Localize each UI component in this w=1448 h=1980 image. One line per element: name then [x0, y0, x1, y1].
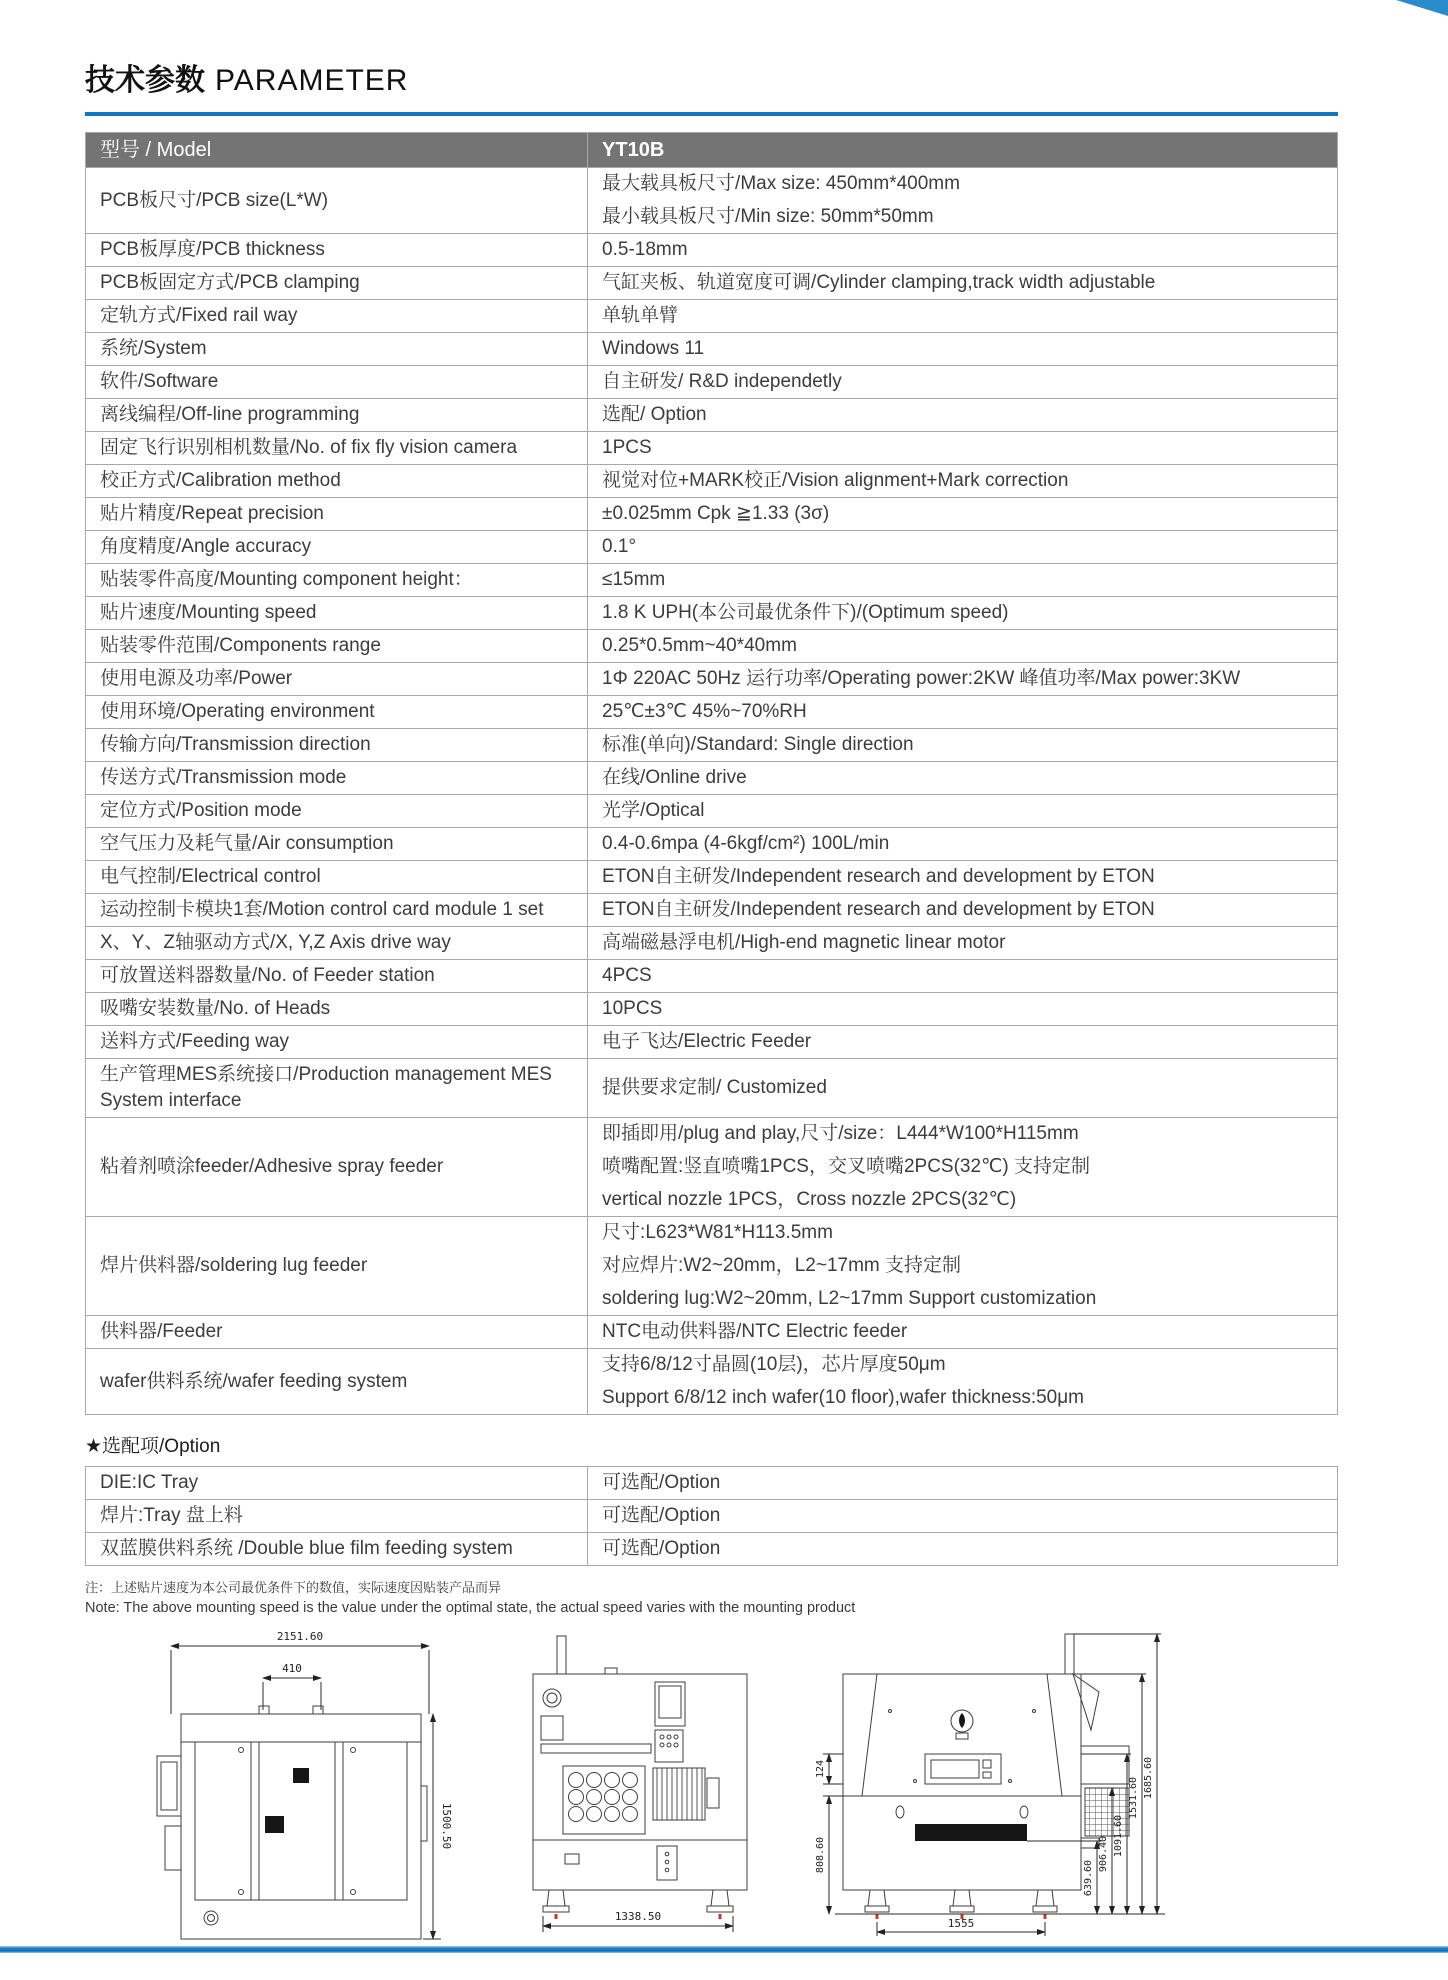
spec-row-value-line: 最小载具板尺寸/Min size: 50mm*50mm [602, 206, 934, 227]
spec-row [86, 993, 1338, 1026]
back-view-drawing [765, 1626, 1185, 1956]
spec-row-value [588, 1059, 1338, 1118]
option-row-value [588, 1467, 1338, 1500]
spec-row-label: 供料器/Feeder [86, 1316, 588, 1349]
top-view-drawing [155, 1626, 455, 1971]
option-row-label: 双蓝膜供料系统 /Double blue film feeding system [86, 1533, 588, 1566]
spec-row-value-line: vertical nozzle 1PCS，Cross nozzle 2PCS(32℃) [602, 1189, 1017, 1210]
spec-row-label: 可放置送料器数量/No. of Feeder station [86, 960, 588, 993]
spec-row-value-line: 高端磁悬浮电机/High-end magnetic linear motor [602, 932, 1006, 953]
spec-row [86, 729, 1338, 762]
spec-row [86, 630, 1338, 663]
spec-row-value [588, 729, 1338, 762]
spec-row-label: 运动控制卡模块1套/Motion control card module 1 set [86, 894, 588, 927]
spec-row [86, 861, 1338, 894]
spec-row-value-line: 自主研发/ R&D independetly [602, 371, 842, 392]
spec-row-value [588, 1026, 1338, 1059]
spec-row-value-line: 1Φ 220AC 50Hz 运行功率/Operating power:2KW 峰值功率/Max power:3KW [602, 668, 1241, 689]
spec-row-value-line: ≤15mm [602, 569, 666, 590]
spec-row-value-line: 25℃±3℃ 45%~70%RH [602, 701, 807, 722]
spec-row-label: 贴装零件高度/Mounting component height： [86, 564, 588, 597]
spec-row [86, 663, 1338, 696]
spec-row-value [588, 894, 1338, 927]
spec-row-label: 吸嘴安装数量/No. of Heads [86, 993, 588, 1026]
spec-row-value-line: 喷嘴配置:竖直喷嘴1PCS，交叉喷嘴2PCS(32℃) 支持定制 [602, 1156, 1090, 1177]
spec-row-label: PCB板尺寸/PCB size(L*W) [86, 168, 588, 234]
spec-row-label: 固定飞行识别相机数量/No. of fix fly vision camera [86, 432, 588, 465]
spec-row-value-line: 1.8 K UPH(本公司最优条件下)/(Optimum speed) [602, 602, 1009, 623]
spec-row [86, 168, 1338, 234]
option-row [86, 1533, 1338, 1566]
spec-row [86, 300, 1338, 333]
spec-row-label: 贴片精度/Repeat precision [86, 498, 588, 531]
back-view-window-dim: 124 [815, 1759, 826, 1779]
spec-row-label: 软件/Software [86, 366, 588, 399]
spec-row-label: 生产管理MES系统接口/Production management MES System interface [86, 1059, 588, 1118]
back-view-lower-dim: 808.60 [815, 1836, 826, 1874]
back-view-dim-d: 1531.60 [1128, 1776, 1139, 1820]
spec-row-value-line: 单轨单臂 [602, 305, 679, 326]
spec-row-value [588, 465, 1338, 498]
spec-row-label: wafer供料系统/wafer feeding system [86, 1349, 588, 1415]
page-title-en: PARAMETER [215, 64, 409, 97]
parameter-table [85, 132, 1338, 1415]
spec-row-value [588, 366, 1338, 399]
spec-row-value [588, 597, 1338, 630]
spec-row-value [588, 498, 1338, 531]
spec-row [86, 762, 1338, 795]
page-title-zh: 技术参数 [85, 64, 205, 97]
spec-row-value [588, 960, 1338, 993]
page-title [85, 62, 1338, 100]
spec-row-value-line: 选配/ Option [602, 404, 707, 425]
spec-row-value-line: 1PCS [602, 437, 652, 458]
spec-row-label: 传送方式/Transmission mode [86, 762, 588, 795]
spec-row-value [588, 762, 1338, 795]
spec-row-label: 系统/System [86, 333, 588, 366]
spec-row-label: 空气压力及耗气量/Air consumption [86, 828, 588, 861]
spec-row [86, 1059, 1338, 1118]
spec-row-value [588, 1349, 1338, 1415]
spec-row-value-line: 0.1° [602, 536, 637, 557]
spec-row-value [588, 432, 1338, 465]
spec-row-label: 贴装零件范围/Components range [86, 630, 588, 663]
spec-row-label: PCB板厚度/PCB thickness [86, 234, 588, 267]
spec-row [86, 1026, 1338, 1059]
option-row-value [588, 1533, 1338, 1566]
spec-row [86, 795, 1338, 828]
spec-row-value-line: 光学/Optical [602, 800, 705, 821]
spec-row [86, 267, 1338, 300]
spec-row-value [588, 828, 1338, 861]
spec-row-label: 传输方向/Transmission direction [86, 729, 588, 762]
spec-row-value-line: 0.5-18mm [602, 239, 688, 260]
corner-accent [1396, 0, 1448, 16]
top-view-total-width-dim: 2151.60 [276, 1630, 324, 1643]
spec-row-value [588, 630, 1338, 663]
spec-row-value-line: 最大载具板尺寸/Max size: 450mm*400mm [602, 173, 960, 194]
spec-row-value [588, 333, 1338, 366]
spec-row-value [588, 234, 1338, 267]
back-view-dim-a: 639.60 [1083, 1859, 1094, 1897]
spec-row-value [588, 993, 1338, 1026]
spec-row-value-line: 在线/Online drive [602, 767, 747, 788]
spec-row [86, 1118, 1338, 1217]
spec-row-value-line: 0.25*0.5mm~40*40mm [602, 635, 797, 656]
spec-row-value [588, 300, 1338, 333]
spec-row-value [588, 663, 1338, 696]
back-view-bottom-width-dim: 1555 [947, 1917, 975, 1930]
back-view-dim-e: 1685.60 [1143, 1756, 1154, 1800]
spec-row-label: 使用环境/Operating environment [86, 696, 588, 729]
back-view-dim-c: 1091.60 [1113, 1814, 1124, 1858]
spec-row [86, 927, 1338, 960]
spec-row-value-line: 尺寸:L623*W81*H113.5mm [602, 1222, 833, 1243]
spec-row-value-line: 即插即用/plug and play,尺寸/size：L444*W100*H115mm [602, 1123, 1079, 1144]
spec-row-value-line: ETON自主研发/Independent research and development by ETON [602, 899, 1155, 920]
option-row [86, 1500, 1338, 1533]
spec-row-value [588, 564, 1338, 597]
spec-row-value-line: 标准(单向)/Standard: Single direction [602, 734, 914, 755]
spec-row-label: 定位方式/Position mode [86, 795, 588, 828]
spec-row-value-line: soldering lug:W2~20mm, L2~17mm Support customization [602, 1288, 1097, 1309]
spec-row [86, 465, 1338, 498]
top-view-inner-width-dim: 410 [282, 1662, 302, 1675]
spec-row-value-line: 0.4-0.6mpa (4-6kgf/cm²) 100L/min [602, 833, 890, 854]
spec-row-value-line: NTC电动供料器/NTC Electric feeder [602, 1321, 908, 1342]
spec-row [86, 399, 1338, 432]
top-view-height-dim: 1500.50 [440, 1802, 453, 1850]
spec-row-value-line: ETON自主研发/Independent research and development by ETON [602, 866, 1155, 887]
spec-row-label: 粘着剂喷涂feeder/Adhesive spray feeder [86, 1118, 588, 1217]
bottom-accent-bar [0, 1946, 1448, 1953]
title-accent-line [85, 112, 1338, 116]
spec-row-value-line: 4PCS [602, 965, 652, 986]
parameter-table-header-row [86, 133, 1338, 168]
footnote-zh: 注：上述贴片速度为本公司最优条件下的数值，实际速度因贴装产品而异 [85, 1580, 502, 1595]
option-row-value-line: 可选配/Option [602, 1538, 721, 1559]
spec-row [86, 894, 1338, 927]
spec-row-label: 离线编程/Off-line programming [86, 399, 588, 432]
spec-row-label: 电气控制/Electrical control [86, 861, 588, 894]
option-row [86, 1467, 1338, 1500]
spec-row [86, 597, 1338, 630]
spec-row-value-line: 提供要求定制/ Customized [602, 1077, 827, 1098]
spec-row-label: 焊片供料器/soldering lug feeder [86, 1217, 588, 1316]
footnotes [85, 1578, 1338, 1618]
front-view-bottom-width-dim: 1338.50 [614, 1910, 662, 1923]
spec-row-value [588, 696, 1338, 729]
spec-row [86, 234, 1338, 267]
spec-row-label: 角度精度/Angle accuracy [86, 531, 588, 564]
spec-row [86, 1316, 1338, 1349]
machine-drawings [85, 1626, 1338, 1976]
spec-row [86, 1217, 1338, 1316]
spec-row-label: 校正方式/Calibration method [86, 465, 588, 498]
spec-row-value [588, 531, 1338, 564]
front-view-drawing [505, 1626, 775, 1956]
option-row-label: DIE:IC Tray [86, 1467, 588, 1500]
spec-row-value-line: 气缸夹板、轨道宽度可调/Cylinder clamping,track width adjustable [602, 272, 1156, 293]
spec-row-value [588, 1316, 1338, 1349]
spec-row-value-line: Windows 11 [602, 338, 705, 359]
spec-row-value [588, 861, 1338, 894]
back-view-dim-b: 906.40 [1098, 1835, 1109, 1873]
spec-row [86, 333, 1338, 366]
spec-row-label: X、Y、Z轴驱动方式/X, Y,Z Axis drive way [86, 927, 588, 960]
spec-row [86, 432, 1338, 465]
spec-row [86, 828, 1338, 861]
spec-row-value-line: 10PCS [602, 998, 663, 1019]
spec-row-label: PCB板固定方式/PCB clamping [86, 267, 588, 300]
option-table [85, 1466, 1338, 1566]
spec-row-label: 使用电源及功率/Power [86, 663, 588, 696]
spec-row-value [588, 267, 1338, 300]
spec-row-value [588, 795, 1338, 828]
spec-row-label: 送料方式/Feeding way [86, 1026, 588, 1059]
spec-row-value [588, 1217, 1338, 1316]
spec-row-value-line: ±0.025mm Cpk ≧1.33 (3σ) [602, 503, 830, 524]
model-label-header: 型号 / Model [86, 133, 588, 168]
spec-row [86, 564, 1338, 597]
spec-row [86, 531, 1338, 564]
spec-row [86, 366, 1338, 399]
spec-row [86, 1349, 1338, 1415]
spec-row-value [588, 1118, 1338, 1217]
spec-row-value [588, 927, 1338, 960]
spec-row-value-line: 支持6/8/12寸晶圆(10层)，芯片厚度50μm [602, 1354, 946, 1375]
option-row-label: 焊片:Tray 盘上料 [86, 1500, 588, 1533]
spec-row [86, 696, 1338, 729]
spec-row-value-line: Support 6/8/12 inch wafer(10 floor),wafer thickness:50μm [602, 1387, 1085, 1408]
spec-row [86, 960, 1338, 993]
spec-row [86, 498, 1338, 531]
spec-row-value-line: 视觉对位+MARK校正/Vision alignment+Mark correction [602, 470, 1069, 491]
spec-row-value-line: 电子飞达/Electric Feeder [602, 1031, 812, 1052]
spec-row-value [588, 168, 1338, 234]
spec-row-value-line: 对应焊片:W2~20mm，L2~17mm 支持定制 [602, 1255, 962, 1276]
spec-row-value [588, 399, 1338, 432]
option-row-value-line: 可选配/Option [602, 1505, 721, 1526]
spec-row-label: 定轨方式/Fixed rail way [86, 300, 588, 333]
model-value-header: YT10B [588, 133, 1338, 168]
spec-row-label: 贴片速度/Mounting speed [86, 597, 588, 630]
page-content [85, 0, 1338, 1976]
footnote-en: Note: The above mounting speed is the value under the optimal state, the actual speed varies with the mounting product [85, 1600, 856, 1616]
option-row-value-line: 可选配/Option [602, 1472, 721, 1493]
option-row-value [588, 1500, 1338, 1533]
option-section-heading: ★选配项/Option [85, 1436, 221, 1457]
